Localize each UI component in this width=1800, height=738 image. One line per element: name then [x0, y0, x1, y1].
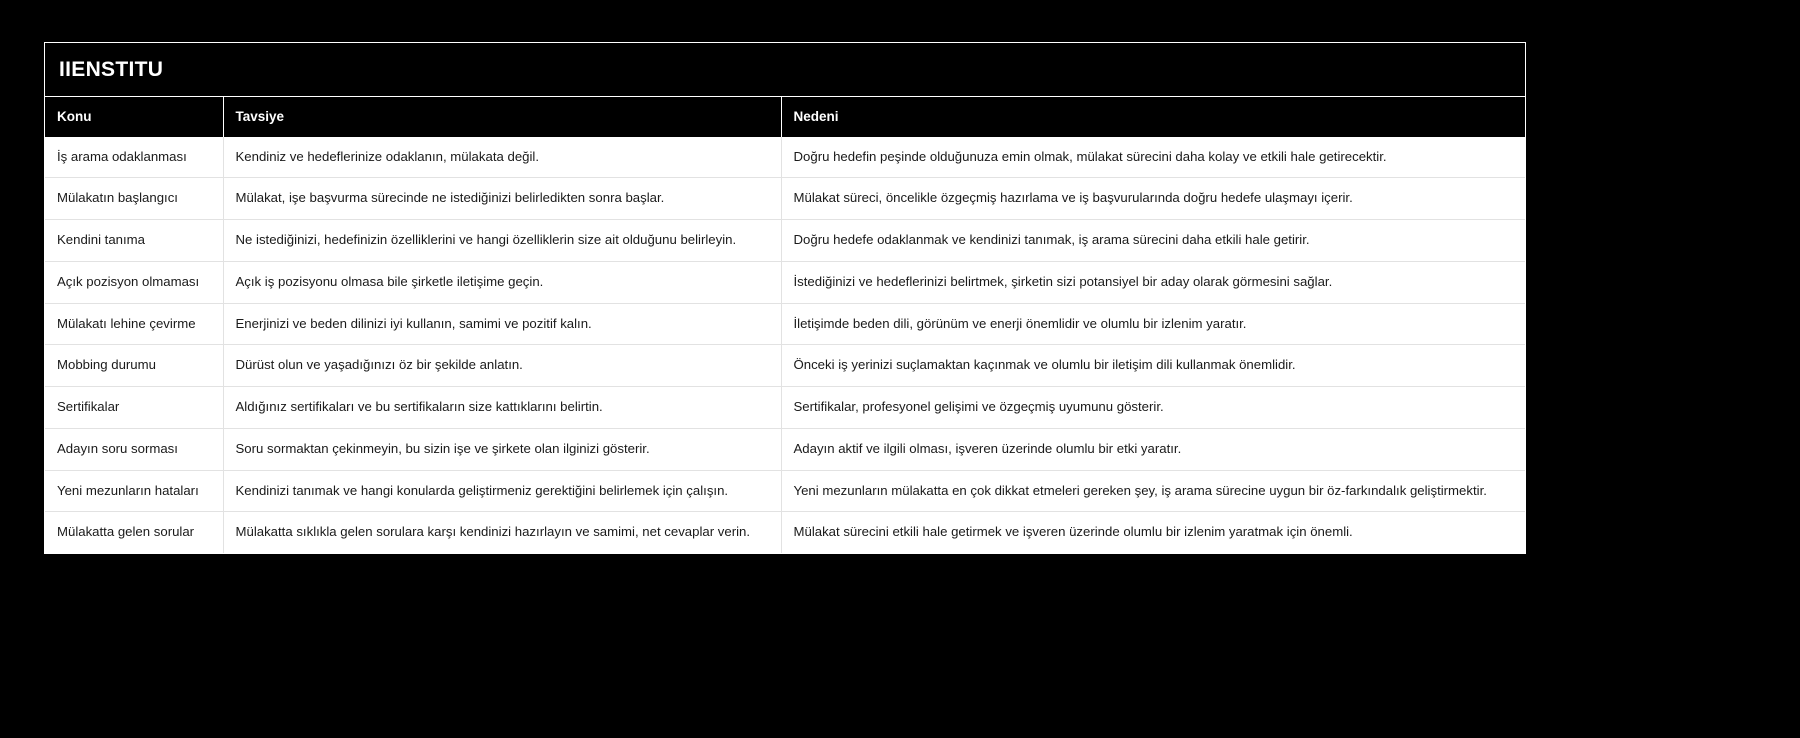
cell-tavsiye: Açık iş pozisyonu olmasa bile şirketle iletişime geçin.	[223, 261, 781, 303]
table-row	[45, 470, 1525, 512]
cell-konu: İş arama odaklanması	[45, 137, 223, 178]
cell-tavsiye: Dürüst olun ve yaşadığınızı öz bir şekilde anlatın.	[223, 345, 781, 387]
table-row	[45, 387, 1525, 429]
cell-konu: Kendini tanıma	[45, 220, 223, 262]
cell-konu: Mülakatta gelen sorular	[45, 512, 223, 553]
cell-nedeni: Mülakat sürecini etkili hale getirmek ve işveren üzerinde olumlu bir izlenim yaratmak için önemli.	[781, 512, 1525, 553]
cell-nedeni: Sertifikalar, profesyonel gelişimi ve özgeçmiş uyumunu gösterir.	[781, 387, 1525, 429]
cell-nedeni: Adayın aktif ve ilgili olması, işveren üzerinde olumlu bir etki yaratır.	[781, 428, 1525, 470]
table-header	[45, 97, 1525, 137]
cell-nedeni: Doğru hedefe odaklanmak ve kendinizi tanımak, iş arama sürecini daha etkili hale getirir.	[781, 220, 1525, 262]
cell-nedeni: Mülakat süreci, öncelikle özgeçmiş hazırlama ve iş başvurularında doğru hedefe ulaşmayı içerir.	[781, 178, 1525, 220]
table-header-row	[45, 97, 1525, 137]
cell-konu: Sertifikalar	[45, 387, 223, 429]
cell-konu: Mülakatı lehine çevirme	[45, 303, 223, 345]
table-row	[45, 137, 1525, 178]
advice-table-container	[44, 42, 1526, 554]
cell-konu: Açık pozisyon olmaması	[45, 261, 223, 303]
table-row	[45, 512, 1525, 553]
table-row	[45, 428, 1525, 470]
cell-konu: Yeni mezunların hataları	[45, 470, 223, 512]
cell-nedeni: Önceki iş yerinizi suçlamaktan kaçınmak ve olumlu bir iletişim dili kullanmak önemlidir.	[781, 345, 1525, 387]
cell-tavsiye: Aldığınız sertifikaları ve bu sertifikaların size kattıklarını belirtin.	[223, 387, 781, 429]
advice-table	[45, 97, 1525, 553]
cell-tavsiye: Enerjinizi ve beden dilinizi iyi kullanın, samimi ve pozitif kalın.	[223, 303, 781, 345]
table-body	[45, 137, 1525, 553]
cell-tavsiye: Ne istediğinizi, hedefinizin özelliklerini ve hangi özelliklerin size ait olduğunu belirleyin.	[223, 220, 781, 262]
cell-tavsiye: Mülakat, işe başvurma sürecinde ne istediğinizi belirledikten sonra başlar.	[223, 178, 781, 220]
cell-nedeni: İletişimde beden dili, görünüm ve enerji önemlidir ve olumlu bir izlenim yaratır.	[781, 303, 1525, 345]
cell-konu: Mülakatın başlangıcı	[45, 178, 223, 220]
table-row	[45, 178, 1525, 220]
cell-tavsiye: Soru sormaktan çekinmeyin, bu sizin işe ve şirkete olan ilginizi gösterir.	[223, 428, 781, 470]
cell-tavsiye: Kendinizi tanımak ve hangi konularda geliştirmeniz gerektiğini belirlemek için çalışın.	[223, 470, 781, 512]
table-row	[45, 345, 1525, 387]
cell-nedeni: İstediğinizi ve hedeflerinizi belirtmek, şirketin sizi potansiyel bir aday olarak görmesini sağlar.	[781, 261, 1525, 303]
cell-konu: Mobbing durumu	[45, 345, 223, 387]
table-row	[45, 261, 1525, 303]
column-header-tavsiye: Tavsiye	[223, 97, 781, 137]
column-header-nedeni: Nedeni	[781, 97, 1525, 137]
brand-title: IIENSTITU	[59, 58, 164, 81]
brand-bar	[45, 43, 1525, 97]
cell-nedeni: Yeni mezunların mülakatta en çok dikkat etmeleri gereken şey, iş arama sürecine uygun bir öz-farkındalık geliştirmektir.	[781, 470, 1525, 512]
table-row	[45, 303, 1525, 345]
cell-tavsiye: Mülakatta sıklıkla gelen sorulara karşı kendinizi hazırlayın ve samimi, net cevaplar verin.	[223, 512, 781, 553]
cell-nedeni: Doğru hedefin peşinde olduğunuza emin olmak, mülakat sürecini daha kolay ve etkili hale getirecektir.	[781, 137, 1525, 178]
cell-tavsiye: Kendiniz ve hedeflerinize odaklanın, mülakata değil.	[223, 137, 781, 178]
table-row	[45, 220, 1525, 262]
column-header-konu: Konu	[45, 97, 223, 137]
cell-konu: Adayın soru sorması	[45, 428, 223, 470]
